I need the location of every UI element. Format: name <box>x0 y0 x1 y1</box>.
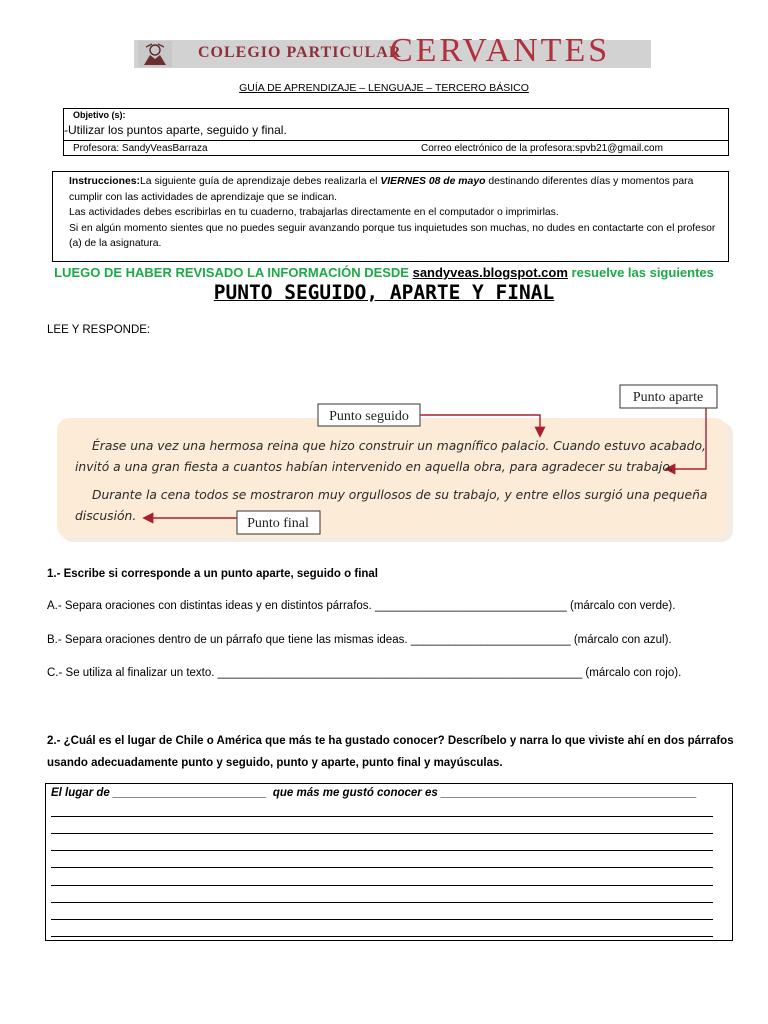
instructions-text <box>69 174 725 252</box>
answer-line[interactable] <box>51 816 713 817</box>
punctuation-example-figure <box>55 380 735 550</box>
blog-link[interactable]: sandyveas.blogspot.com <box>412 265 568 280</box>
lee-label: LEE Y RESPONDE: <box>47 324 151 336</box>
q1-item-b: B.- Separa oraciones dentro de un párrafo que tiene las mismas ideas. _________________________ (márcalo con azul). <box>47 634 672 646</box>
instructions-line1-b: destinando diferentes días y momentos para cumplir con las actividades de aprendizaje que se indican. <box>69 176 694 203</box>
figure-line-2: invitó a una gran fiesta a cuantos habían intervenido en aquella obra, para agradecer su trabajo. <box>75 460 674 474</box>
answer-line[interactable] <box>51 936 713 937</box>
q1-heading: 1.- Escribe si corresponde a un punto aparte, seguido o final <box>47 568 379 580</box>
label-punto-seguido: Punto seguido <box>329 409 409 424</box>
instructions-line3: Si en algún momento sientes que no puedes seguir avanzando porque tus inquietudes son muchas, no dudes en contactarte con el profesor (a) de la asignatura. <box>69 222 716 250</box>
answer-line[interactable] <box>51 833 713 834</box>
page-title: PUNTO SEGUIDO, APARTE Y FINAL <box>213 281 555 304</box>
instructions-label: Instrucciones: <box>69 176 141 187</box>
teacher-email: Correo electrónico de la profesora:spvb21@gmail.com <box>421 143 663 154</box>
q2-heading: 2.- ¿Cuál es el lugar de Chile o América que más te ha gustado conocer? Descríbelo y narra lo que viviste ahí en dos párrafos usando adecuadamente punto y seguido, punto y aparte, punto final y mayúsculas. <box>47 735 734 769</box>
notice-after: resuelve las siguientes <box>567 265 714 280</box>
notice-before: LUEGO DE HABER REVISADO LA INFORMACIÓN DESDE <box>54 265 413 280</box>
q1-item-c: C.- Se utiliza al finalizar un texto. _________________________________________________________ (márcalo con rojo). <box>47 667 682 679</box>
objective-label: Objetivo (s): <box>73 110 126 120</box>
answer-line[interactable] <box>51 867 713 868</box>
figure-line-3: Durante la cena todos se mostraron muy orgullosos de su trabajo, y entre ellos surgió una pequeña <box>92 488 708 502</box>
label-punto-aparte: Punto aparte <box>632 390 704 405</box>
answer-line[interactable] <box>51 919 713 920</box>
answer-prompt: El lugar de ________________________ que más me gustó conocer es ________________________________________ <box>51 787 697 799</box>
answer-line[interactable] <box>51 885 713 886</box>
answer-line[interactable] <box>51 850 713 851</box>
instructions-line1-a: La siguiente guía de aprendizaje debes realizarla el <box>140 176 381 187</box>
answer-line[interactable] <box>51 902 713 903</box>
figure-panel <box>57 418 727 538</box>
school-crest-icon <box>138 41 172 67</box>
instructions-date: VIERNES 08 de mayo <box>380 176 486 187</box>
guide-title: GUÍA DE APRENDIZAJE – LENGUAJE – TERCERO BÁSICO <box>239 82 529 94</box>
figure-line-1: Érase una vez una hermosa reina que hizo construir un magnífico palacio. Cuando estuvo acabado, <box>92 439 706 453</box>
q1-item-a: A.- Separa oraciones con distintas ideas y en distintos párrafos. ______________________________ (márcalo con verde). <box>47 600 676 612</box>
school-name: COLEGIO PARTICULAR <box>198 44 402 61</box>
objective-text: -Utilizar los puntos aparte, seguido y final. <box>64 123 287 137</box>
figure-line-4: discusión. <box>75 509 137 523</box>
instructions-line2: Las actividades debes escribirlas en tu cuaderno, trabajarlas directamente en el computador o imprimirlas. <box>69 207 559 219</box>
table-divider <box>63 140 729 141</box>
label-punto-final: Punto final <box>247 516 309 531</box>
teacher-name: Profesora: SandyVeasBarraza <box>73 143 208 154</box>
answer-box[interactable] <box>45 783 733 941</box>
notice <box>0 265 768 280</box>
school-brand: CERVANTES <box>390 32 611 69</box>
